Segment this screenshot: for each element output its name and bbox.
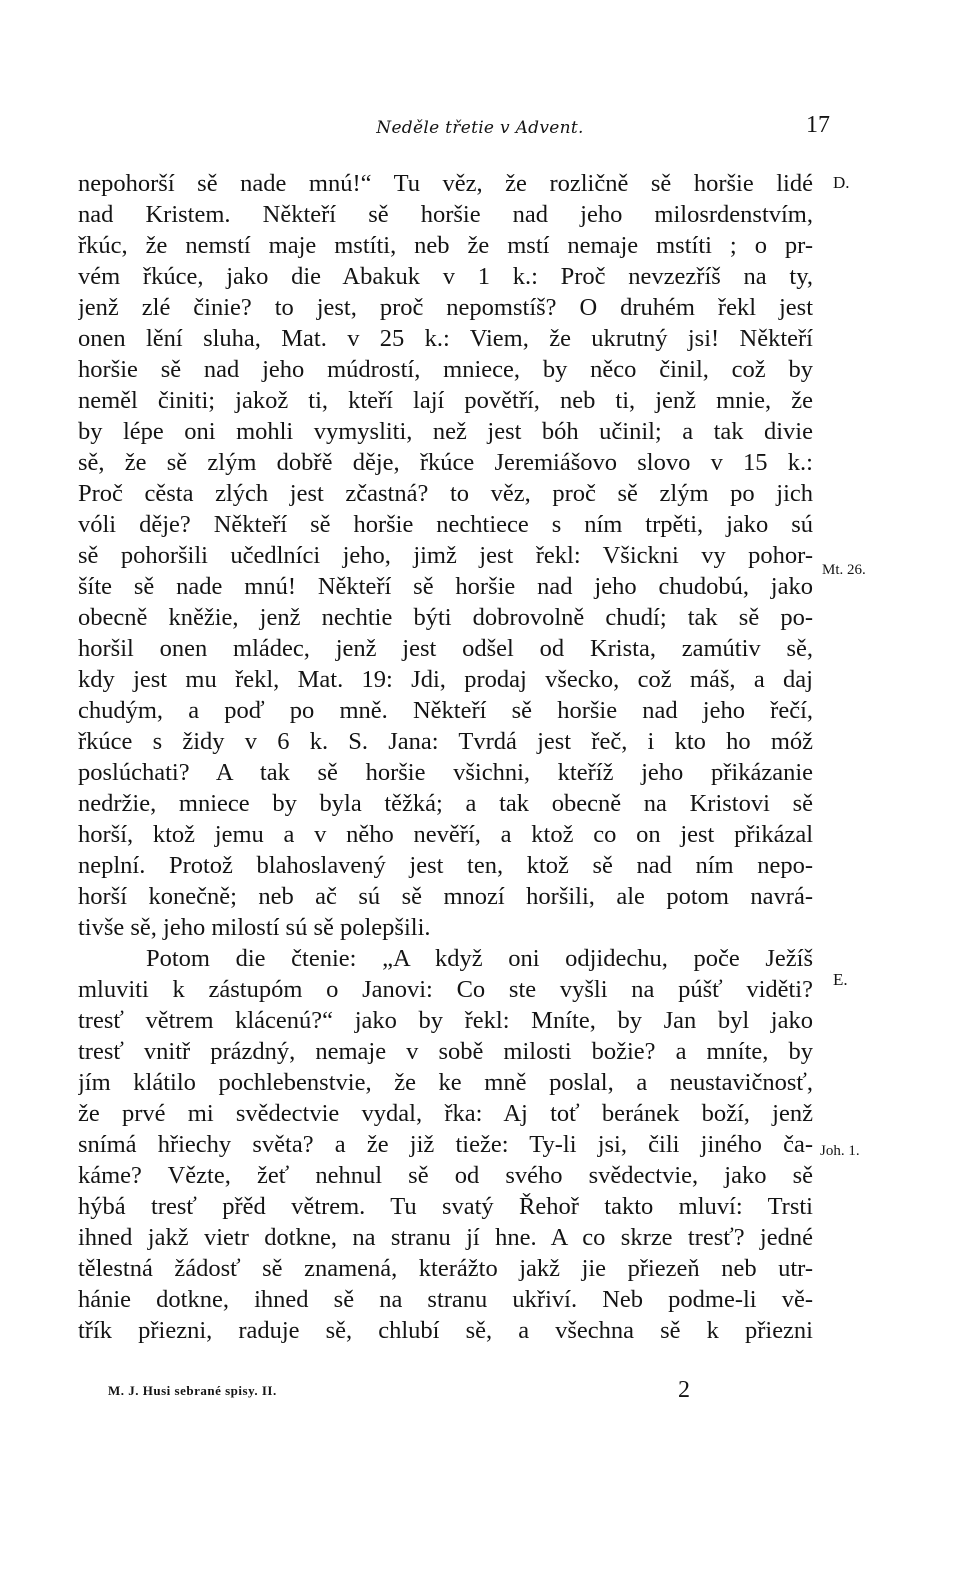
text-line: Proč cěsta zlých jest zčastná? to věz, proč sě zlým po jich	[78, 480, 813, 507]
text-line: tresť větrem klácenú?“ jako by řekl: Mníte, by Jan byl jako	[78, 1007, 813, 1034]
page-footer	[78, 1377, 813, 1417]
text-line: šíte sě nade mnú! Někteří sě horšie nad jeho chudobú, jako	[78, 573, 813, 600]
text-line: horšie sě nad jeho múdrostí, mniece, by něco činil, což by	[78, 356, 813, 383]
margin-note-d: D.	[833, 173, 850, 192]
text-line: mluviti k zástupóm o Janovi: Co ste vyšli na púšť viděti?	[78, 976, 813, 1003]
text-line: nedržie, mniece by byla těžká; a tak obecně na Kristovi sě	[78, 790, 813, 817]
text-line: neplní. Protož blahoslavený jest ten, ktož sě nad ním nepo-	[78, 852, 813, 879]
running-title: Neděle třetie v Advent.	[376, 118, 584, 138]
text-line: snímá hřiechy světa? a že již tieže: Ty-li jsi, čili jiného ča-	[78, 1131, 813, 1158]
text-line: vóli děje? Někteří sě horšie nechtiece s ním trpěti, jako sú	[78, 511, 813, 538]
text-line: nepohorší sě nade mnú!“ Tu věz, že rozličně sě horšie lidé	[78, 170, 813, 197]
text-line: tresť vnitř prázdný, nemaje v sobě milosti božie? a mníte, by	[78, 1038, 813, 1065]
text-line: hýbá tresť přěd větrem. Tu svatý Řehoř takto mluví: Trsti	[78, 1193, 813, 1220]
text-line: tivše sě, jeho milostí sú sě polepšili.	[78, 914, 431, 941]
text-line: obecně kněžie, jenž nechtie býti dobrovolně chudí; tak sě po-	[78, 604, 813, 631]
page-number: 17	[806, 112, 830, 138]
text-line: horší, ktož jemu a v něho nevěří, a ktož co on jest přikázal	[78, 821, 813, 848]
text-line: kdy jest mu řekl, Mat. 19: Jdi, prodaj všecko, což máš, a daj	[78, 666, 813, 693]
text-line: že prvé mi svědectvie vydal, řka: Aj toť beránek boží, jenž	[78, 1100, 813, 1127]
margin-note-mt: Mt. 26.	[822, 562, 866, 578]
text-line: nad Kristem. Někteří sě horšie nad jeho milosrdenstvím,	[78, 201, 813, 228]
text-line: tělestná žádosť sě znamená, kterážto jakž jie přiezeň neb utr-	[78, 1255, 813, 1282]
sheet-number: 2	[678, 1377, 690, 1403]
body-text	[78, 168, 813, 1346]
text-line: káme? Vězte, žeť nehnul sě od svého svědectvie, jako sě	[78, 1162, 813, 1189]
text-line: poslúchati? A tak sě horšie všichni, kteříž jeho přikázanie	[78, 759, 813, 786]
text-line: vém řkúce, jako die Abakuk v 1 k.: Proč nevzezříš na ty,	[78, 263, 813, 290]
text-line: hánie dotkne, ihned sě na stranu ukřiví. Neb podme-li vě-	[78, 1286, 813, 1313]
text-line: horší konečně; neb ač sú sě mnozí horšili, ale potom navrá-	[78, 883, 813, 910]
text-line: by lépe oni mohli vymysliti, než jest bóh učinil; a tak divie	[78, 418, 813, 445]
text-line: neměl činiti; jakož ti, kteří lají povětří, neb ti, jenž mnie, že	[78, 387, 813, 414]
text-line: horšil onen mládec, jenž jest odšel od Krista, zamútiv sě,	[78, 635, 813, 662]
text-line: Potom die čtenie: „A když oni odjidechu, poče Ježíš	[146, 945, 813, 972]
text-line: jím klátilo pochlebenstvie, že ke mně poslal, a neustavičnosť,	[78, 1069, 813, 1096]
text-line: řkúce s židy v 6 k. S. Jana: Tvrdá jest řeč, i kto ho móž	[78, 728, 813, 755]
running-header	[0, 112, 960, 142]
text-line: onen lění sluha, Mat. v 25 k.: Viem, že ukrutný jsi! Někteří	[78, 325, 813, 352]
text-line: sě pohoršili učedlníci jeho, jimž jest řekl: Všickni vy pohor-	[78, 542, 813, 569]
footer-signature: M. J. Husi sebrané spisy. II.	[108, 1383, 277, 1398]
text-line: řkúc, že nemstí maje mstíti, neb že mstí nemaje mstíti ; o pr-	[78, 232, 813, 259]
margin-note-joh: Joh. 1.	[820, 1143, 860, 1159]
text-line: chudým, a poď po mně. Někteří sě horšie nad jeho řečí,	[78, 697, 813, 724]
margin-note-e: E.	[833, 970, 848, 989]
text-line: jenž zlé činie? to jest, proč nepomstíš? O druhém řekl jest	[78, 294, 813, 321]
text-line: sě, že sě zlým dobřě děje, řkúce Jeremiášovo slovo v 15 k.:	[78, 449, 813, 476]
text-line: ihned jakž vietr dotkne, na stranu jí hne. A co skrze tresť? jedné	[78, 1224, 813, 1251]
text-line: třík přiezni, raduje sě, chlubí sě, a všechna sě k přiezni	[78, 1317, 813, 1344]
